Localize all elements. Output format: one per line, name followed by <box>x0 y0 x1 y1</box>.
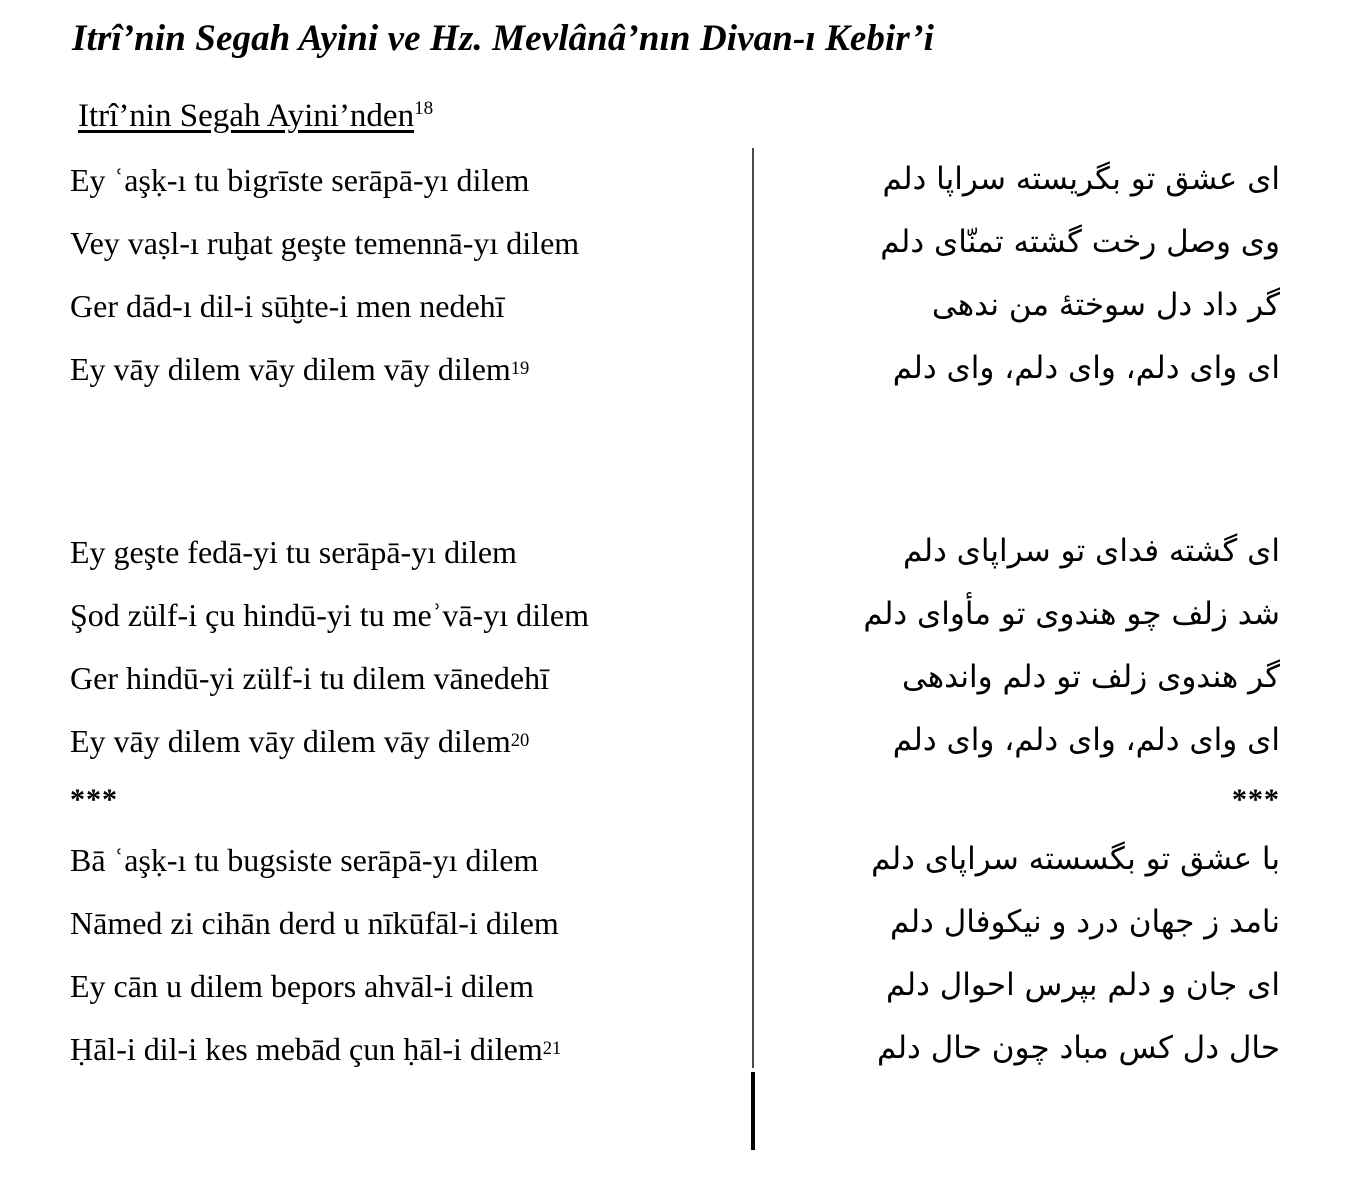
column-divider <box>752 148 754 1068</box>
verse-line <box>70 828 730 891</box>
verse-line <box>70 954 730 1017</box>
stanza-separator <box>70 772 730 828</box>
verse-line-ar: گر داد دل سوختۀ من ندهی <box>931 287 1280 323</box>
verse-text: Nāmed zi cihān derd u nīkūfāl-i dilem <box>70 904 559 941</box>
verse-line-ar: ای عشق تو بگریسته سراپا دلم <box>882 161 1280 197</box>
verse-line-ar: ای وای دلم، وای دلم، وای دلم <box>892 722 1280 758</box>
verse-text: Vey vaṣl-ı ruḫat geşte temennā-yı dilem <box>70 224 580 261</box>
verse-columns <box>0 148 1347 1158</box>
section-heading: Itrî’nin Segah Ayini’nden$^{18}$ <box>78 98 434 134</box>
verse-text: Bā ʿaşḳ-ı tu bugsiste serāpā-yı dilem <box>70 841 539 878</box>
verse-text: Ger dād-ı dil-i sūḫte-i men nedehī <box>70 287 505 324</box>
verse-line: Ḥāl-i dil-i kes mebād çun ḥāl-i dilem 21 <box>70 1030 562 1067</box>
verse-line <box>70 583 730 646</box>
column-divider-bottom <box>751 1072 755 1150</box>
verse-line <box>70 891 730 954</box>
verse-line <box>70 148 730 211</box>
verse-text: Ey geşte fedā-yi tu serāpā-yı dilem <box>70 533 517 570</box>
verse-line-ar: وی وصل رخت گشته تمنّای دلم <box>880 224 1280 260</box>
stanza-separator-ar: *** <box>1232 783 1280 816</box>
verse-line-ar: ای وای دلم، وای دلم، وای دلم <box>892 350 1280 386</box>
verse-text: Şod zülf-i çu hindū-yi tu meʾvā-yı dilem <box>70 596 589 633</box>
verse-text: Ger hindū-yi zülf-i tu dilem vānedehī <box>70 659 549 696</box>
verse-spacer <box>70 400 730 520</box>
page-title: Itrî’nin Segah Ayini ve Hz. Mevlânâ’nın Divan-ı Kebir’i <box>72 18 935 59</box>
verse-line-ar: حال دل کس مباد چون حال دلم <box>876 1030 1280 1066</box>
verse-line-ar: با عشق تو بگسسته سراپای دلم <box>871 841 1280 877</box>
verse-line-ar: نامد ز جهان درد و نیکوفال دلم <box>889 904 1280 940</box>
separator-text: *** <box>70 783 118 816</box>
verse-line <box>70 646 730 709</box>
persian-column <box>780 148 1280 1080</box>
section-heading-label: Itrî’nin Segah Ayini’nden <box>78 98 415 134</box>
verse-line <box>70 211 730 274</box>
verse-line-ar: شد زلف چو هندوی تو مأوای دلم <box>863 596 1280 632</box>
verse-line: Ey vāy dilem vāy dilem vāy dilem 19 <box>70 350 530 387</box>
verse-line-ar: گر هندوی زلف تو دلم واندهی <box>901 659 1280 695</box>
verse-line-ar: ای جان و دلم بپرس احوال دلم <box>886 967 1280 1003</box>
verse-text: Ḥāl-i dil-i kes mebād çun ḥāl-i dilem <box>70 1030 543 1067</box>
verse-line <box>70 520 730 583</box>
verse-text: Ey vāy dilem vāy dilem vāy dilem <box>70 722 511 759</box>
verse-line <box>70 274 730 337</box>
verse-spacer-ar <box>780 400 1280 520</box>
verse-text: Ey cān u dilem bepors ahvāl-i dilem <box>70 967 534 1004</box>
verse-line: Ey vāy dilem vāy dilem vāy dilem 20 <box>70 722 530 759</box>
verse-line-ar: ای گشته فدای تو سراپای دلم <box>902 533 1280 569</box>
verse-text: Ey ʿaşḳ-ı tu bigrīste serāpā-yı dilem <box>70 161 530 198</box>
verse-text: Ey vāy dilem vāy dilem vāy dilem <box>70 350 511 387</box>
transliteration-column <box>70 148 730 1080</box>
